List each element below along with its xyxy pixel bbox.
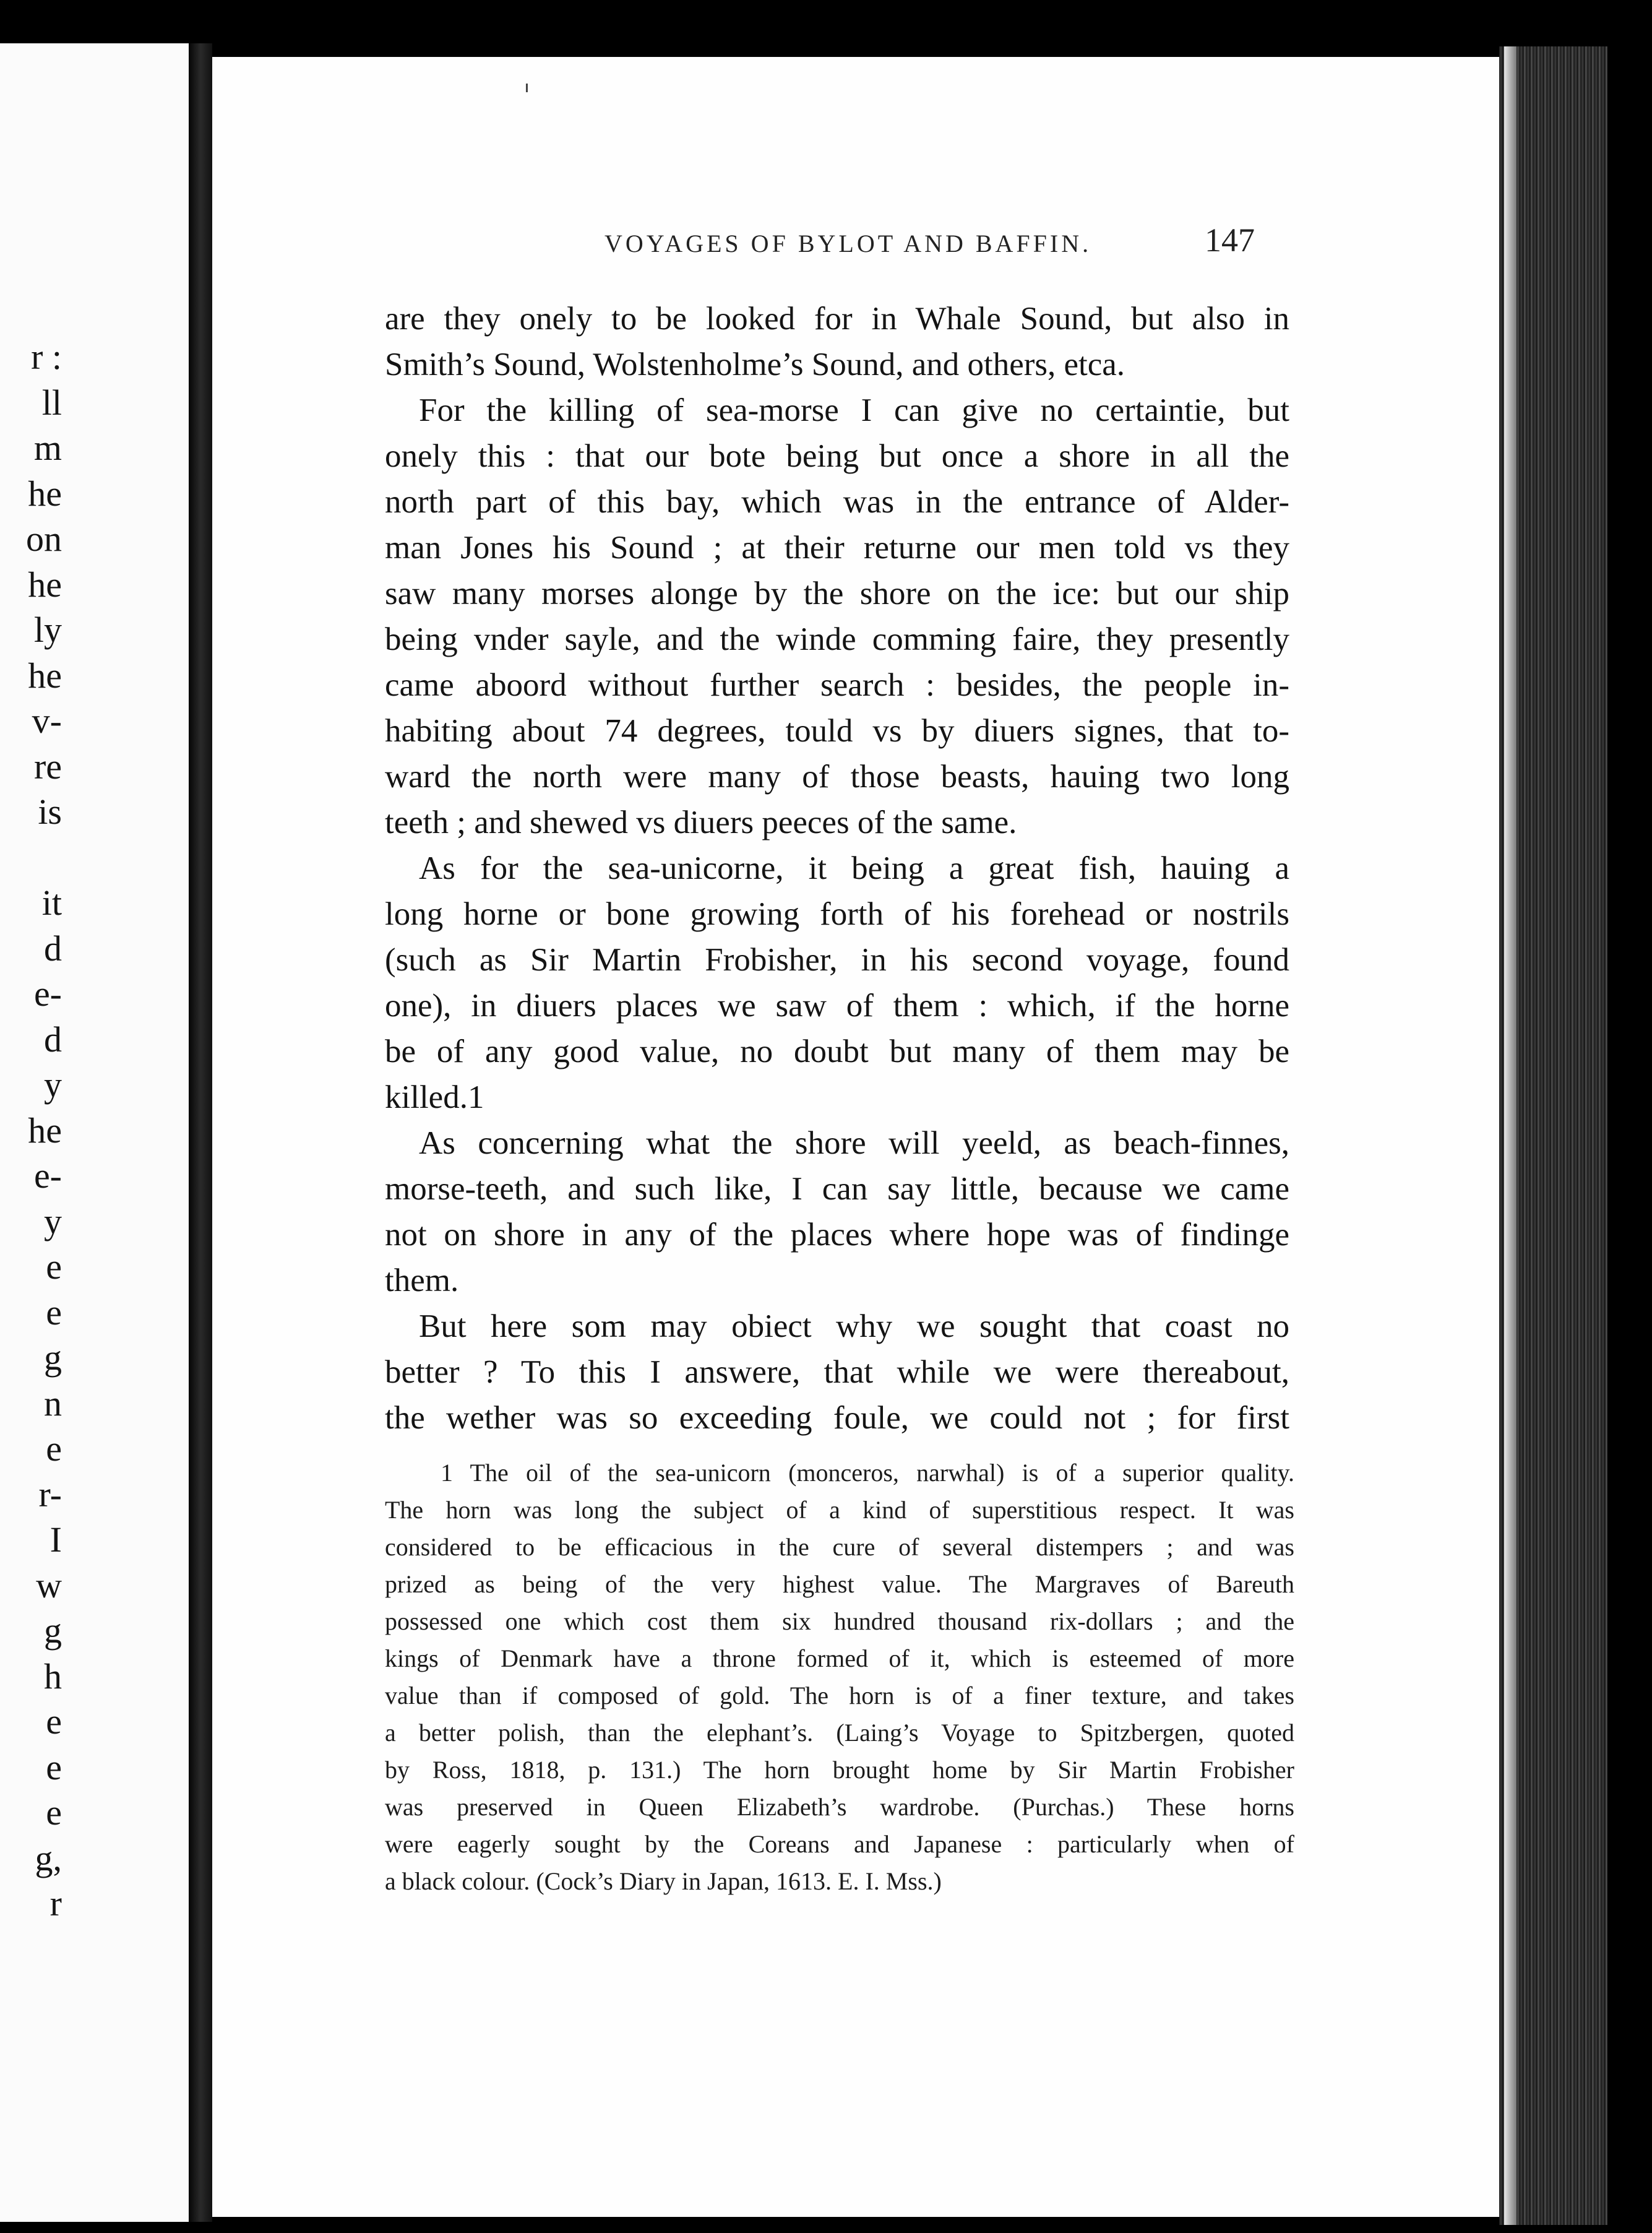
footnote-line: a black colour. (Cock’s Diary in Japan, 1613. E. I. Mss.) [385, 1867, 942, 1895]
footnote-line: was preserved in Queen Elizabeth’s wardrobe. (Purchas.) These horns [385, 1793, 1294, 1821]
fragment-line: he [28, 564, 62, 605]
fragment-line: I [49, 1519, 62, 1560]
footnote-line: a better polish, than the elephant’s. (Laing’s Voyage to Spitzbergen, quoted [385, 1719, 1294, 1747]
fragment-line: r : [31, 337, 62, 377]
footnote-line: were eagerly sought by the Coreans and Japanese : particularly when of [385, 1830, 1294, 1858]
fragment-line: g [44, 1610, 62, 1651]
fragment-line: e- [33, 974, 62, 1014]
footnote-line: value than if composed of gold. The horn is of a finer texture, and takes [385, 1682, 1294, 1709]
page-edge-highlight [1504, 46, 1516, 2225]
body-line: be of any good value, no doubt but many of them may be [385, 1034, 1289, 1069]
fragment-line: e [46, 1428, 62, 1469]
body-line: habiting about 74 degrees, tould vs by diuers signes, that to- [385, 713, 1289, 749]
fragment-line: y [44, 1065, 62, 1105]
body-line: better ? To this I answere, that while we were thereabout, [385, 1354, 1289, 1390]
body-line: saw many morses alonge by the shore on the ice: but our ship [385, 576, 1289, 611]
body-line: man Jones his Sound ; at their returne our men told vs they [385, 530, 1289, 566]
fragment-line: e- [33, 1155, 62, 1196]
fragment-line: he [28, 655, 62, 696]
fragment-line: e [46, 1792, 62, 1833]
footnote-line: prized as being of the very highest value. The Margraves of Bareuth [385, 1570, 1294, 1598]
body-line: ward the north were many of those beasts, hauing two long [385, 759, 1289, 795]
fragment-line: m [33, 428, 62, 468]
body-line: For the killing of sea-morse I can give no certaintie, but [419, 392, 1289, 428]
fragment-line [0, 835, 62, 881]
fragment-line: e [46, 1292, 62, 1332]
page-number: 147 [1205, 222, 1255, 259]
fragment-line: r- [38, 1474, 62, 1514]
book-gutter [189, 43, 212, 2222]
fragment-line: g, [35, 1838, 62, 1878]
fragment-line: on [26, 519, 62, 559]
body-line: long horne or bone growing forth of his forehead or nostrils [385, 896, 1289, 932]
body-line: came aboord without further search : besides, the people in- [385, 667, 1289, 703]
fragment-line: ll [41, 382, 62, 423]
fragment-line: y [44, 1201, 62, 1242]
fragment-line: e [46, 1701, 62, 1742]
paper-speck [526, 84, 528, 92]
fragment-line: d [44, 928, 62, 969]
facing-left-page [0, 43, 189, 2222]
fragment-line: n [44, 1383, 62, 1423]
body-line: the wether was so exceeding foule, we could not ; for first [385, 1400, 1289, 1436]
fragment-line: e [46, 1246, 62, 1287]
fragment-line: h [44, 1656, 62, 1696]
fragment-line: is [38, 792, 62, 832]
fragment-line: he [28, 473, 62, 514]
body-line: Smith’s Sound, Wolstenholme’s Sound, and others, etca. [385, 347, 1125, 382]
footnote-line: The horn was long the subject of a kind of superstitious respect. It was [385, 1496, 1294, 1524]
body-line: not on shore in any of the places where hope was of findinge [385, 1217, 1289, 1253]
fragment-line: re [33, 746, 62, 787]
fragment-line: g [44, 1337, 62, 1378]
body-line: north part of this bay, which was in the entrance of Alder- [385, 484, 1289, 520]
footnote-line: possessed one which cost them six hundred thousand rix-dollars ; and the [385, 1607, 1294, 1635]
body-line: them. [385, 1263, 459, 1298]
facing-page-text-fragments [0, 334, 62, 1927]
body-line: are they onely to be looked for in Whale Sound, but also in [385, 301, 1289, 337]
running-head: VOYAGES OF BYLOT AND BAFFIN. [604, 230, 1092, 257]
fragment-line: d [44, 1019, 62, 1060]
body-line: As concerning what the shore will yeeld, as beach-finnes, [419, 1125, 1289, 1161]
fragment-line: r [49, 1883, 62, 1924]
footnote-line: considered to be efficacious in the cure of several distempers ; and was [385, 1533, 1294, 1561]
fragment-line: ly [33, 610, 62, 650]
body-text [385, 296, 1289, 1441]
footnote-block [385, 1454, 1294, 1900]
fragment-line: he [28, 1110, 62, 1151]
footnote-line: 1 The oil of the sea-unicorn (monceros, narwhal) is of a superior quality. [441, 1459, 1294, 1487]
body-line: one), in diuers places we saw of them : which, if the horne [385, 988, 1289, 1024]
footnote-line: by Ross, 1818, p. 131.) The horn brought home by Sir Martin Frobisher [385, 1756, 1294, 1784]
fragment-line: e [46, 1747, 62, 1787]
body-line: killed.1 [385, 1079, 484, 1115]
body-line: But here som may obiect why we sought that coast no [419, 1308, 1289, 1344]
fragment-line: it [41, 883, 62, 923]
body-line: being vnder sayle, and the winde comming faire, they presently [385, 621, 1289, 657]
fragment-line: w [36, 1565, 62, 1605]
body-line: onely this : that our bote being but once a shore in all the [385, 438, 1289, 474]
body-line: As for the sea-unicorne, it being a great fish, hauing a [419, 850, 1289, 886]
fragment-line: v- [32, 701, 62, 741]
body-line: (such as Sir Martin Frobisher, in his second voyage, found [385, 942, 1289, 978]
footnote-line: kings of Denmark have a throne formed of it, which is esteemed of more [385, 1644, 1294, 1672]
body-line: morse-teeth, and such like, I can say little, because we came [385, 1171, 1289, 1207]
body-line: teeth ; and shewed vs diuers peeces of the same. [385, 805, 1017, 840]
